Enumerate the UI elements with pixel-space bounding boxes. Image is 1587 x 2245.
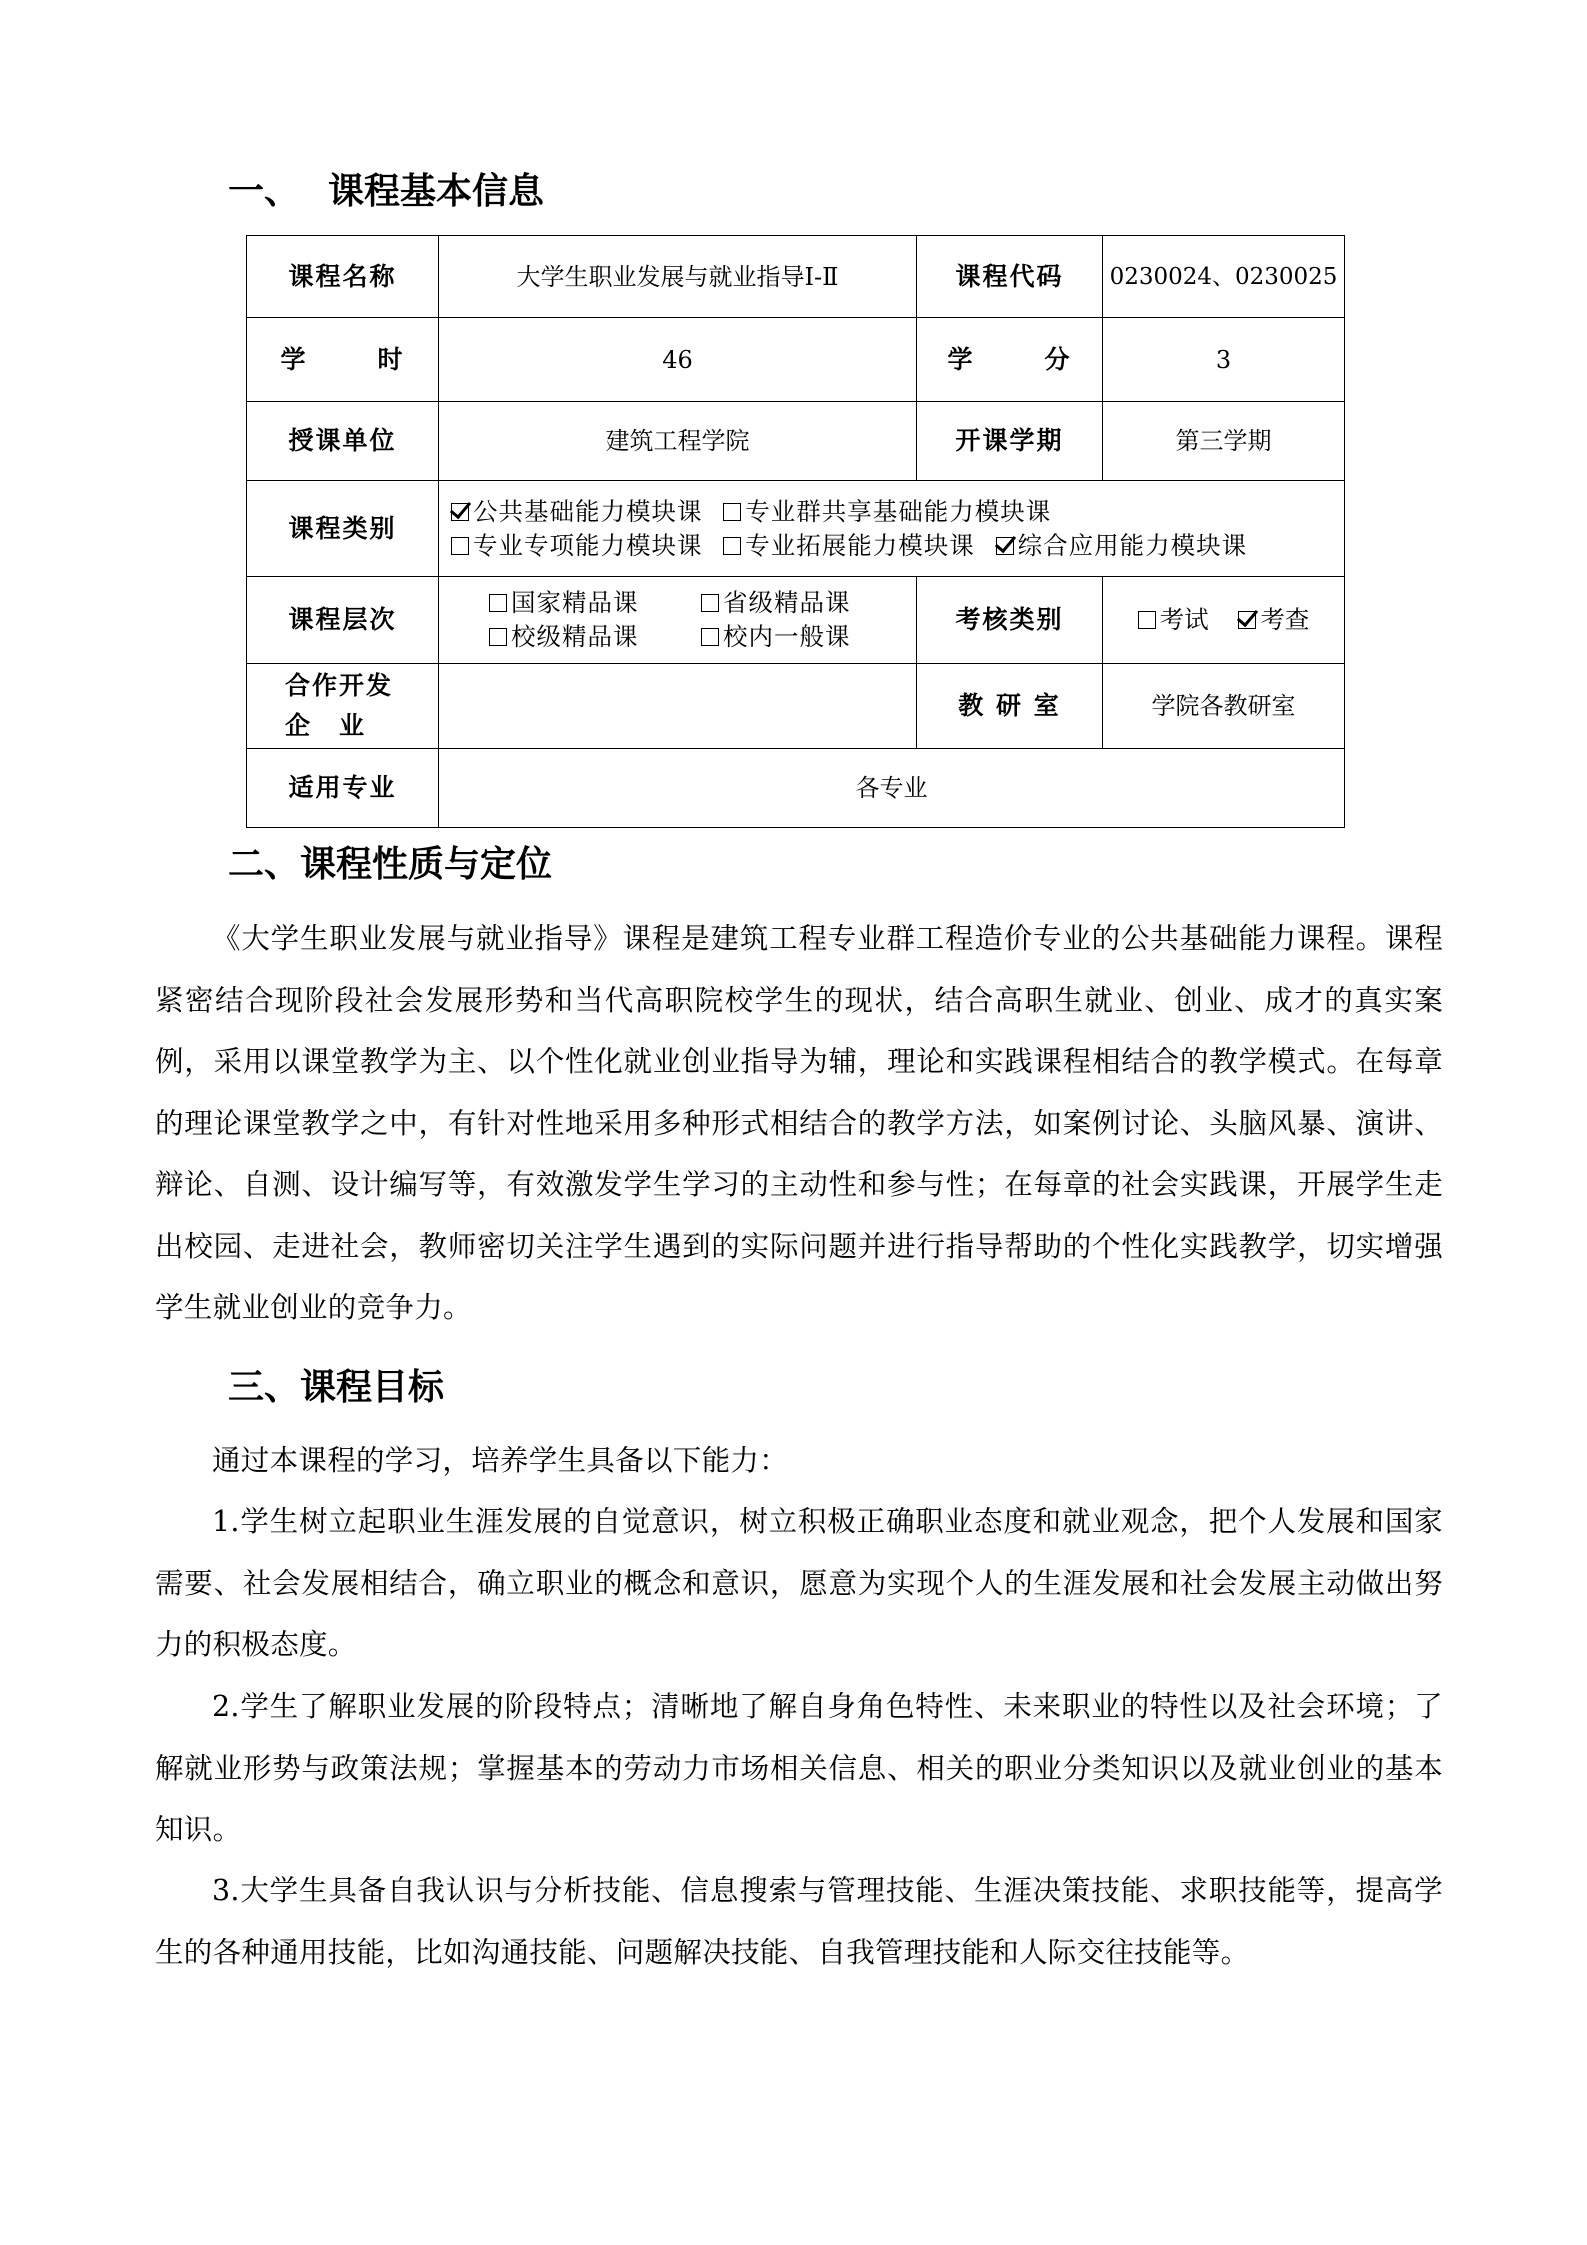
credit-label-b: 分 xyxy=(1044,344,1072,374)
checkbox-empty-icon xyxy=(489,628,507,646)
level-option-label: 校级精品课 xyxy=(511,622,639,651)
term-label: 开课学期 xyxy=(917,402,1103,481)
objective-item-3: 3.大学生具备自我认识与分析技能、信息搜索与管理技能、生涯决策技能、求职技能等，提高学生的各种通用技能，比如沟通技能、问题解决技能、自我管理技能和人际交往技能等。 xyxy=(155,1874,1443,1969)
category-option[interactable] xyxy=(723,531,975,560)
coop-label xyxy=(247,664,439,749)
section1-title: 课程基本信息 xyxy=(328,171,545,212)
major-value: 各专业 xyxy=(439,749,1345,828)
checkbox-empty-icon xyxy=(701,628,719,646)
checkbox-checked-icon xyxy=(451,503,469,521)
credit-label xyxy=(917,318,1103,402)
coop-value xyxy=(439,664,917,749)
table-row-coop xyxy=(247,664,1345,749)
category-option[interactable] xyxy=(723,497,1051,526)
credit-label-a: 学 xyxy=(947,344,975,374)
table-row-unit xyxy=(247,402,1345,481)
table-row-name xyxy=(247,236,1345,318)
checkbox-empty-icon xyxy=(723,537,741,555)
assess-option[interactable] xyxy=(1238,605,1309,634)
category-option-label: 公共基础能力模块课 xyxy=(473,496,703,526)
level-option[interactable] xyxy=(701,622,851,651)
code-label: 课程代码 xyxy=(917,236,1103,318)
hours-label-a: 学 xyxy=(280,344,308,374)
name-label: 课程名称 xyxy=(247,236,439,318)
unit-label: 授课单位 xyxy=(247,402,439,481)
level-label: 课程层次 xyxy=(247,577,439,664)
table-row-category xyxy=(247,481,1345,577)
category-options xyxy=(439,481,1345,577)
checkbox-empty-icon xyxy=(1138,611,1156,629)
checkbox-empty-icon xyxy=(489,594,507,612)
level-option[interactable] xyxy=(701,588,851,617)
level-option-label: 校内一般课 xyxy=(723,622,851,651)
assess-options xyxy=(1103,577,1345,664)
category-label: 课程类别 xyxy=(247,481,439,577)
section1-heading xyxy=(228,170,544,214)
level-options xyxy=(439,577,917,664)
unit-value: 建筑工程学院 xyxy=(439,402,917,481)
assess-option-label: 考试 xyxy=(1159,605,1209,634)
objective-item-2: 2.学生了解职业发展的阶段特点；清晰地了解自身角色特性、未来职业的特性以及社会环境；了解就业形势与政策法规；掌握基本的劳动力市场相关信息、相关的职业分类知识以及就业创业的基本知识。 xyxy=(155,1690,1443,1846)
major-label: 适用专业 xyxy=(247,749,439,828)
section3-intro: 通过本课程的学习，培养学生具备以下能力： xyxy=(212,1444,789,1477)
level-option-label: 省级精品课 xyxy=(723,588,851,617)
office-value: 学院各教研室 xyxy=(1103,664,1345,749)
code-value: 0230024、0230025 xyxy=(1103,236,1345,318)
checkbox-empty-icon xyxy=(701,594,719,612)
level-option[interactable] xyxy=(489,620,701,654)
coop-label-line2: 企 业 xyxy=(285,711,367,740)
assess-label: 考核类别 xyxy=(917,577,1103,664)
course-info-table xyxy=(246,235,1345,828)
name-value: 大学生职业发展与就业指导Ⅰ-Ⅱ xyxy=(439,236,917,318)
checkbox-empty-icon xyxy=(451,537,469,555)
category-option[interactable] xyxy=(451,531,703,560)
assess-option-label: 考查 xyxy=(1260,605,1310,634)
level-option-label: 国家精品课 xyxy=(511,588,639,617)
coop-label-line1: 合作开发 xyxy=(285,671,394,700)
section2-heading: 二、课程性质与定位 xyxy=(228,844,553,885)
checkbox-checked-icon xyxy=(1238,611,1256,629)
assess-option[interactable] xyxy=(1138,605,1209,634)
office-label: 教 研 室 xyxy=(917,664,1103,749)
section3-heading: 三、课程目标 xyxy=(228,1367,445,1408)
category-option[interactable] xyxy=(451,497,703,526)
hours-label-b: 时 xyxy=(377,344,405,374)
term-value: 第三学期 xyxy=(1103,402,1345,481)
table-row-level xyxy=(247,577,1345,664)
category-option-label: 专业拓展能力模块课 xyxy=(745,530,975,560)
checkbox-empty-icon xyxy=(723,503,741,521)
level-option[interactable] xyxy=(489,586,701,620)
hours-label xyxy=(247,318,439,402)
section2-paragraph: 《大学生职业发展与就业指导》课程是建筑工程专业群工程造价专业的公共基础能力课程。课程紧密结合现阶段社会发展形势和当代高职院校学生的现状，结合高职生就业、创业、成才的真实案例，采用以课堂教学为主、以个性化就业创业指导为辅，理论和实践课程相结合的教学模式。在每章的理论课堂教学之中，有针对性地采用多种形式相结合的教学方法，如案例讨论、头脑风暴、演讲、辩论、自测、设计编写等，有效激发学生学习的主动性和参与性；在每章的社会实践课，开展学生走出校园、走进社会，教师密切关注学生遇到的实际问题并进行指导帮助的个性化实践教学，切实增强学生就业创业的竞争力。 xyxy=(155,922,1443,1324)
hours-value: 46 xyxy=(439,318,917,402)
category-option[interactable] xyxy=(996,531,1248,560)
category-option-label: 专业群共享基础能力模块课 xyxy=(745,496,1052,526)
checkbox-checked-icon xyxy=(996,537,1014,555)
category-option-label: 专业专项能力模块课 xyxy=(473,530,703,560)
category-option-label: 综合应用能力模块课 xyxy=(1017,530,1248,560)
credit-value: 3 xyxy=(1103,318,1345,402)
objective-item-1: 1.学生树立起职业生涯发展的自觉意识，树立积极正确职业态度和就业观念，把个人发展和国家需要、社会发展相结合，确立职业的概念和意识，愿意为实现个人的生涯发展和社会发展主动做出努力的积极态度。 xyxy=(155,1505,1443,1661)
table-row-hours xyxy=(247,318,1345,402)
section1-number: 一、 xyxy=(228,171,301,212)
table-row-major xyxy=(247,749,1345,828)
